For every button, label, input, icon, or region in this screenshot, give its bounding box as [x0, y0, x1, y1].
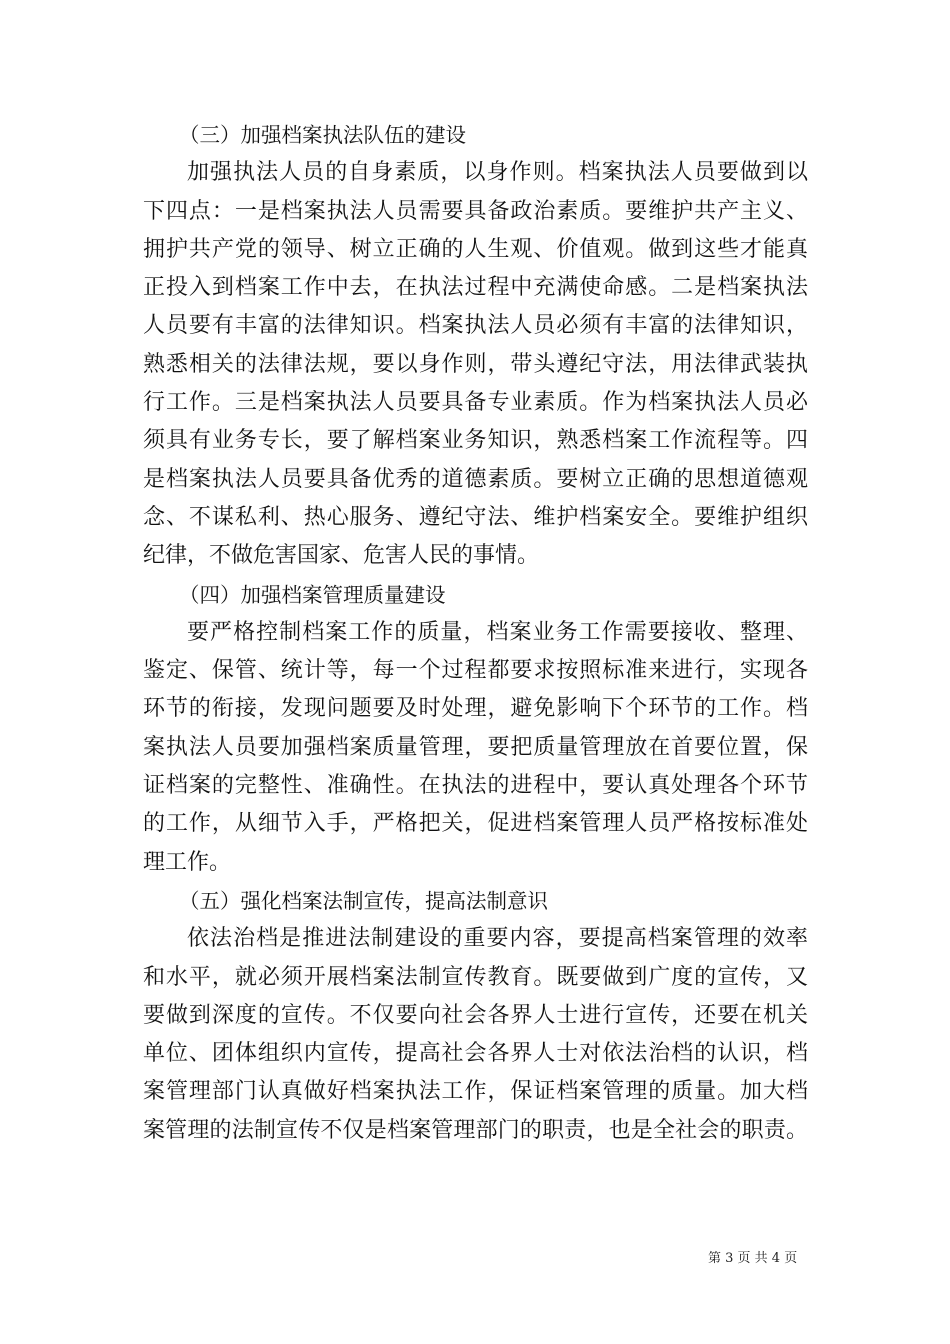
paragraph-line: 加强执法人员的自身素质，以身作则。档案执法人员要做到以 — [187, 160, 808, 186]
paragraph-line: 行工作。三是档案执法人员要具备专业素质。作为档案执法人员必 — [143, 390, 808, 416]
paragraph-line: 须具有业务专长，要了解档案业务知识，熟悉档案工作流程等。四 — [143, 428, 808, 454]
paragraph-line: 拥护共产党的领导、树立正确的人生观、价值观。做到这些才能真 — [143, 236, 808, 262]
section-heading: （三）加强档案执法队伍的建设 — [179, 123, 466, 147]
section-heading: （四）加强档案管理质量建设 — [179, 582, 446, 607]
paragraph-line: 鉴定、保管、统计等，每一个过程都要求按照标准来进行，实现各 — [143, 658, 808, 684]
paragraph-line: 证档案的完整性、准确性。在执法的进程中，要认真处理各个环节 — [143, 773, 808, 799]
paragraph-line: 下四点：一是档案执法人员需要具备政治素质。要维护共产主义、 — [143, 198, 808, 224]
paragraph-line: 人员要有丰富的法律知识。档案执法人员必须有丰富的法律知识， — [143, 313, 808, 339]
paragraph-line: 单位、团体组织内宣传，提高社会各界人士对依法治档的认识，档 — [143, 1041, 808, 1067]
paragraph-line: 是档案执法人员要具备优秀的道德素质。要树立正确的思想道德观 — [143, 466, 808, 492]
paragraph-line: 要严格控制档案工作的质量，档案业务工作需要接收、整理、 — [187, 619, 808, 645]
paragraph-line: 要做到深度的宣传。不仅要向社会各界人士进行宣传，还要在机关 — [143, 1002, 808, 1028]
paragraph-line: 环节的衔接，发现问题要及时处理，避免影响下个环节的工作。档 — [143, 696, 808, 722]
paragraph-line: 熟悉相关的法律法规，要以身作则，带头遵纪守法，用法律武装执 — [143, 351, 808, 377]
section-heading: （五）强化档案法制宣传，提高法制意识 — [179, 888, 548, 913]
page-number: 第 3 页 共 4 页 — [708, 1251, 798, 1266]
paragraph-line: 和水平，就必须开展档案法制宣传教育。既要做到广度的宣传，又 — [143, 964, 808, 990]
paragraph-line: 理工作。 — [143, 849, 232, 875]
paragraph-line: 纪律，不做危害国家、危害人民的事情。 — [143, 543, 540, 569]
paragraph-line: 的工作，从细节入手，严格把关，促进档案管理人员严格按标准处 — [143, 811, 808, 837]
paragraph-line: 案管理部门认真做好档案执法工作，保证档案管理的质量。加大档 — [143, 1079, 808, 1105]
paragraph-line: 念、不谋私利、热心服务、遵纪守法、维护档案安全。要维护组织 — [143, 504, 808, 530]
paragraph-line: 正投入到档案工作中去，在执法过程中充满使命感。二是档案执法 — [143, 275, 808, 301]
paragraph-line: 案执法人员要加强档案质量管理，要把质量管理放在首要位置，保 — [143, 734, 808, 760]
paragraph-line: 案管理的法制宣传不仅是档案管理部门的职责，也是全社会的职责。 — [143, 1117, 808, 1143]
paragraph-line: 依法治档是推进法制建设的重要内容，要提高档案管理的效率 — [187, 926, 808, 952]
document-body — [143, 116, 808, 1150]
